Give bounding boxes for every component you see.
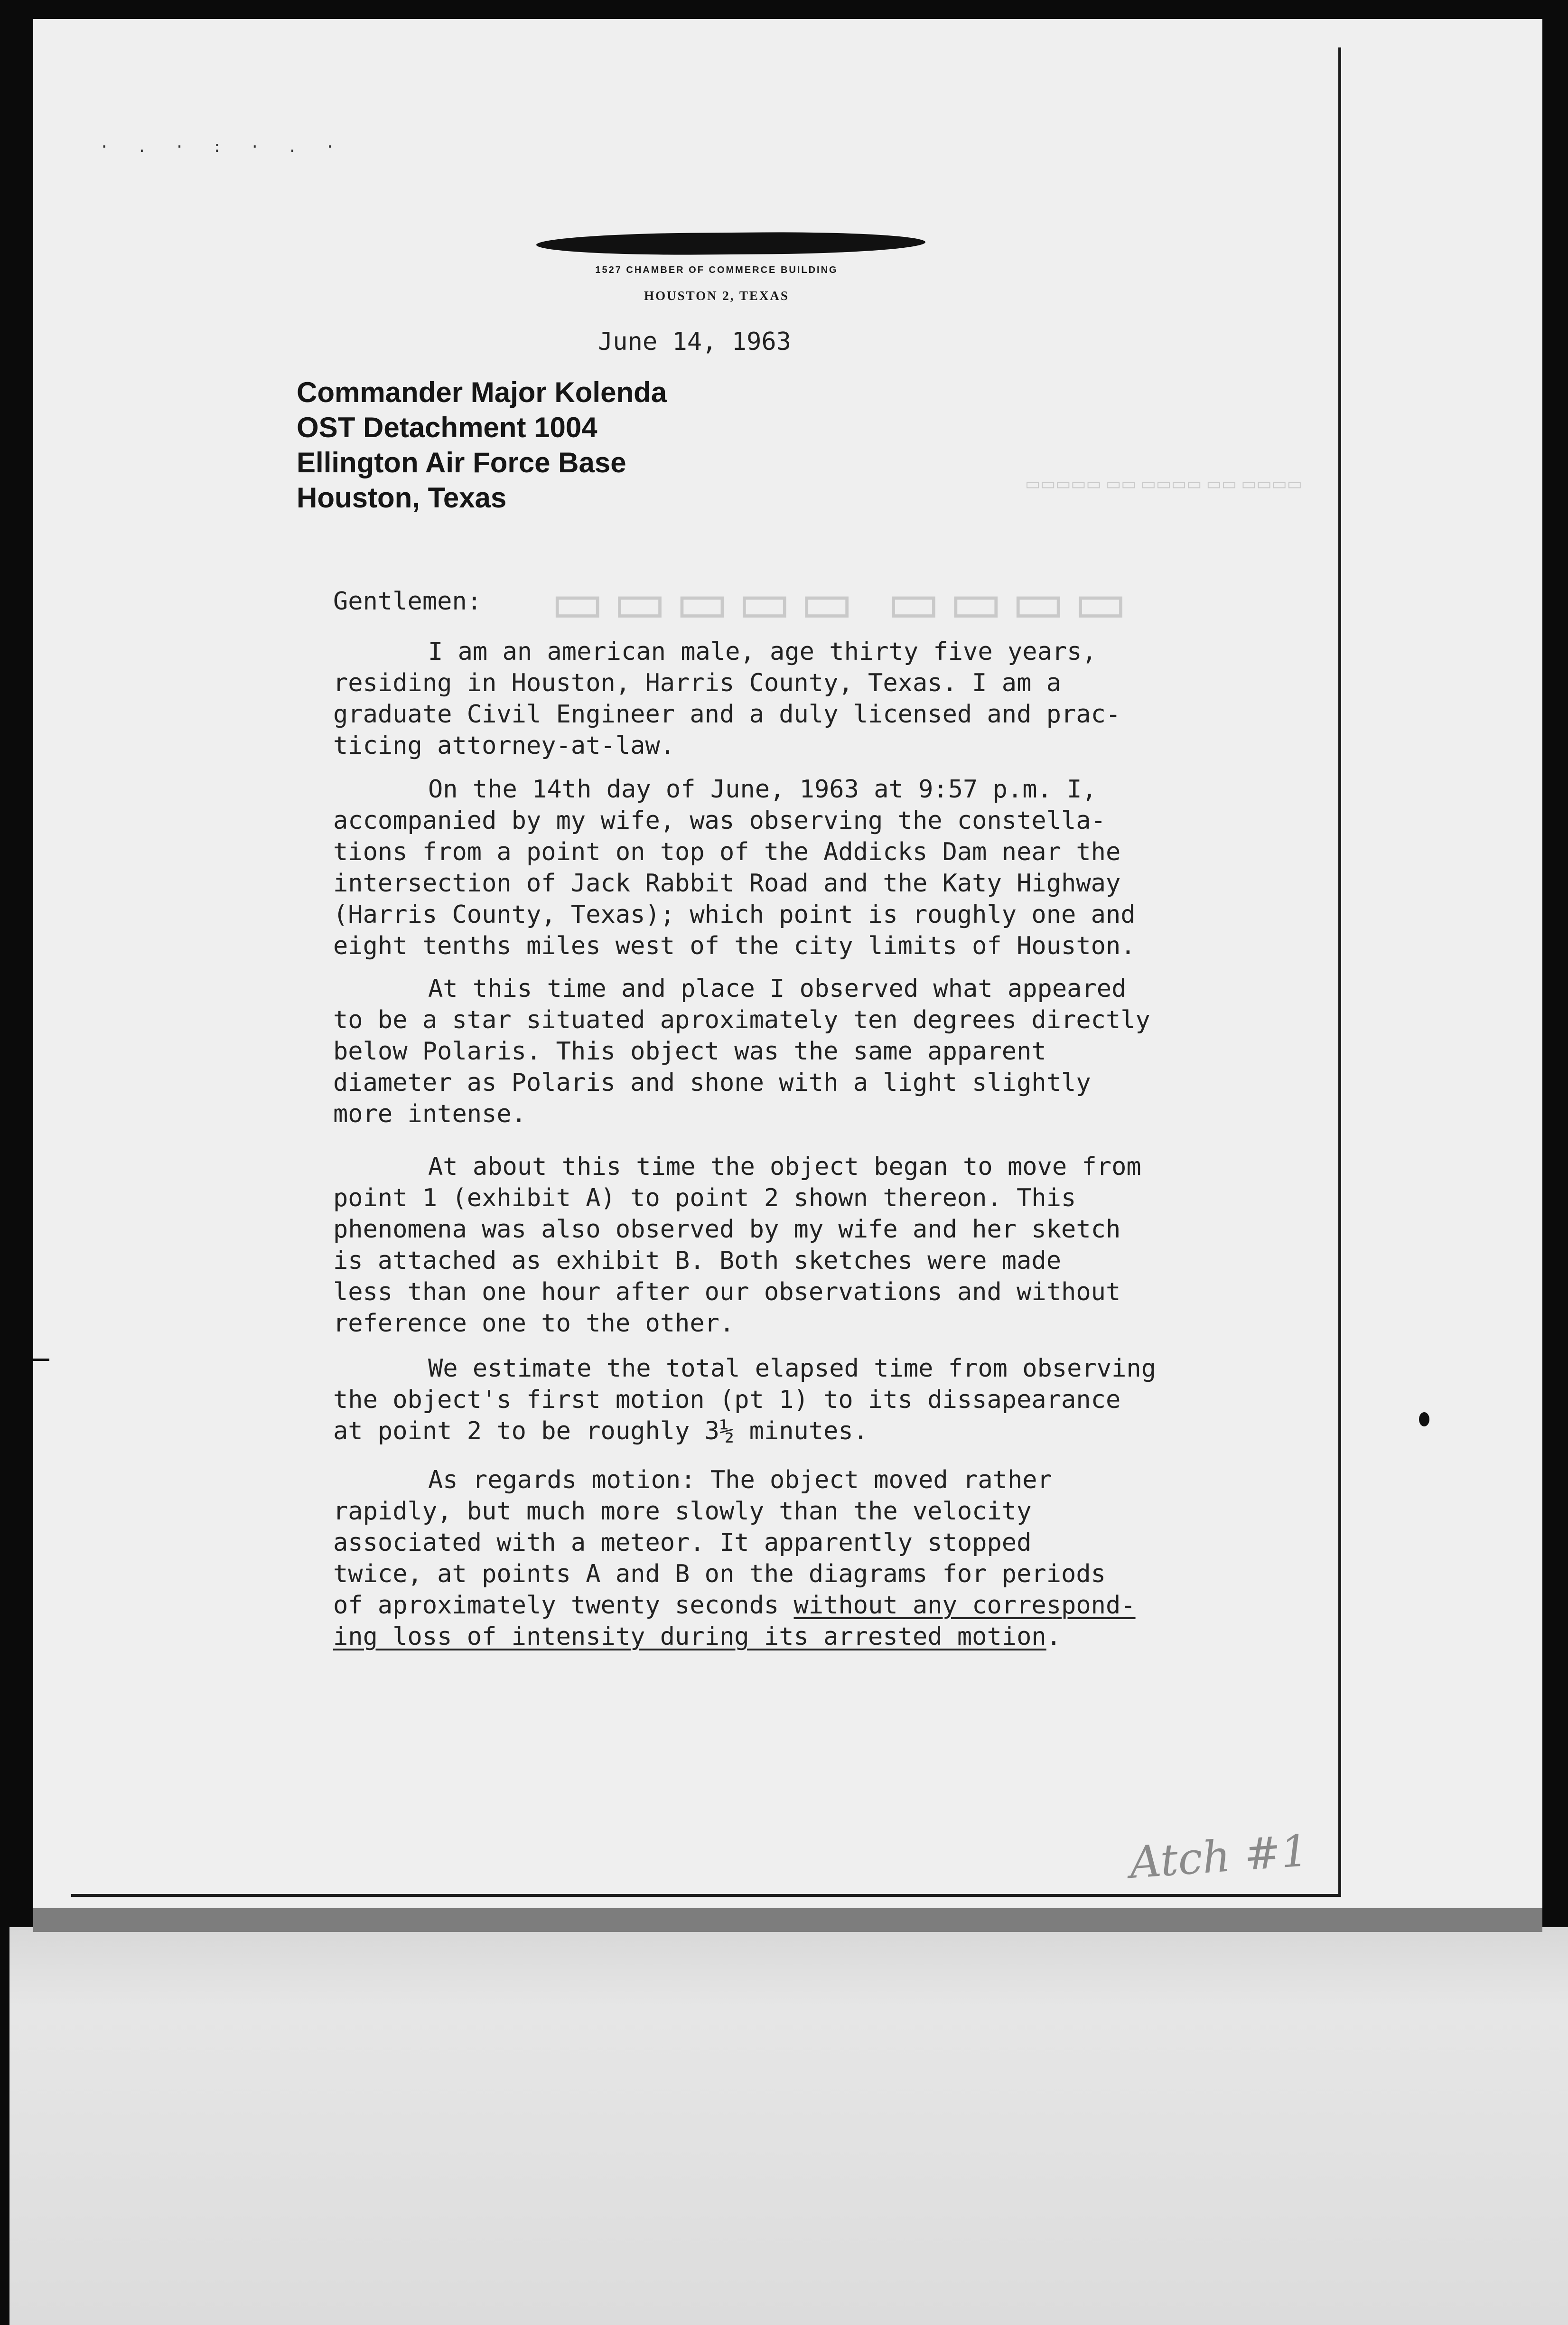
salutation: Gentlemen: <box>333 587 482 616</box>
text-line: diameter as Polaris and shone with a light slightly <box>333 1069 1091 1097</box>
photo-border <box>0 0 1568 14</box>
text-line: point 1 (exhibit A) to point 2 shown thereon. This <box>333 1184 1076 1212</box>
text-line: On the 14th day of June, 1963 at 9:57 p.m. I, <box>428 775 1097 804</box>
text-line: ticing attorney-at-law. <box>333 731 675 760</box>
letter-date: June 14, 1963 <box>598 328 791 356</box>
text-line: (Harris County, Texas); which point is roughly one and <box>333 900 1136 929</box>
text-line: intersection of Jack Rabbit Road and the Katy Highway <box>333 869 1121 898</box>
show-through-text: ▭▭▭▭▭ ▭▭ ▭▭▭▭ ▭▭ ▭▭▭▭ <box>1025 475 1302 493</box>
text-line: below Polaris. This object was the same apparent <box>333 1037 1046 1066</box>
text-line: twice, at points A and B on the diagrams for periods <box>333 1560 1106 1588</box>
recipient-line: Ellington Air Force Base <box>297 447 626 478</box>
paragraph-5 <box>333 1353 1325 1447</box>
text-line: tions from a point on top of the Addicks Dam near the <box>333 838 1121 866</box>
text-segment: of aproximately twenty seconds <box>333 1591 794 1620</box>
text-line: I am an american male, age thirty five years, <box>428 638 1097 666</box>
text-line: associated with a meteor. It apparently stopped <box>333 1528 1032 1557</box>
text-line: eight tenths miles west of the city limits of Houston. <box>333 932 1136 960</box>
paragraph-4 <box>333 1151 1325 1339</box>
text-line: At about this time the object began to move from <box>428 1153 1141 1181</box>
letterhead-city: HOUSTON 2, TEXAS <box>644 289 789 303</box>
text-line: less than one hour after our observations and without <box>333 1278 1121 1306</box>
text-line: residing in Houston, Harris County, Texas. I am a <box>333 669 1062 697</box>
text-line: rapidly, but much more slowly than the velocity <box>333 1497 1032 1526</box>
text-line: reference one to the other. <box>333 1309 735 1338</box>
paragraph-6 <box>333 1464 1325 1652</box>
text-line: to be a star situated aproximately ten degrees directly <box>333 1006 1150 1034</box>
text-line: accompanied by my wife, was observing the constella- <box>333 806 1106 835</box>
margin-mark <box>33 1359 49 1361</box>
page-bottom-shadow <box>33 1908 1542 1932</box>
text-line: more intense. <box>333 1100 526 1128</box>
letterhead-address: 1527 CHAMBER OF COMMERCE BUILDING <box>595 265 838 275</box>
underlined-text: without any correspond- <box>793 1591 1136 1620</box>
paragraph-3 <box>333 973 1325 1130</box>
underlying-sheet <box>9 1927 1568 2325</box>
paragraph-1 <box>333 636 1325 761</box>
paragraph-2 <box>333 774 1325 962</box>
text-line: At this time and place I observed what appeared <box>428 975 1127 1003</box>
text-line: at point 2 to be roughly 3½ minutes. <box>333 1417 868 1445</box>
show-through-heading: ▭▭▭▭▭ ▭▭▭▭ <box>551 571 1136 634</box>
text-line: As regards motion: The object moved rather <box>428 1466 1052 1494</box>
text-line <box>333 1621 1325 1652</box>
recipient-line: Commander Major Kolenda <box>297 376 667 408</box>
text-segment: . <box>1046 1622 1062 1651</box>
text-line: the object's first motion (pt 1) to its dissapearance <box>333 1386 1121 1414</box>
handwritten-attachment-note: Atch #1 <box>1128 1825 1310 1889</box>
recipient-address <box>297 375 667 516</box>
ink-dot <box>1419 1412 1429 1426</box>
letter-page <box>33 19 1542 1927</box>
text-line: phenomena was also observed by my wife and her sketch <box>333 1215 1121 1244</box>
recipient-line: Houston, Texas <box>297 482 507 514</box>
recipient-line: OST Detachment 1004 <box>297 412 597 443</box>
underlined-text: ing loss of intensity during its arrested motion <box>333 1622 1046 1651</box>
text-line <box>333 1590 1325 1621</box>
dust-specks: ·.·:·.· <box>100 138 363 156</box>
text-line: graduate Civil Engineer and a duly licensed and prac- <box>333 700 1121 729</box>
text-line: is attached as exhibit B. Both sketches were made <box>333 1247 1062 1275</box>
text-line: We estimate the total elapsed time from observing <box>428 1354 1157 1383</box>
